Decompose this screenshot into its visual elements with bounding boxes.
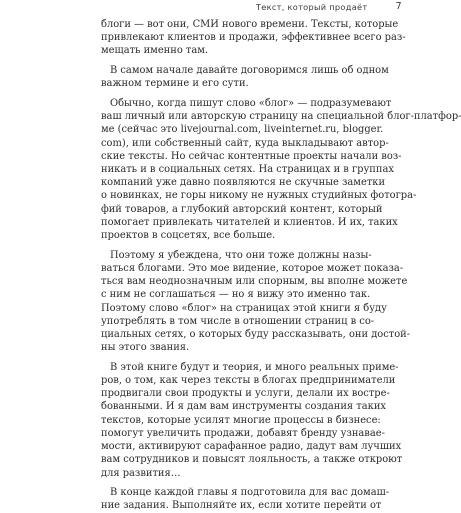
text-line: проектов в соцсетях, все больше. bbox=[101, 230, 276, 242]
text-line: Поэтому я убеждена, что они тоже должны назы- bbox=[110, 249, 372, 261]
text-line: В самом начале давайте договоримся лишь об одном bbox=[110, 65, 389, 77]
text-line: com), или собственный сайт, куда выкладывают автор- bbox=[101, 137, 389, 149]
text-line: привлекают клиентов и продажи, эффективнее всего раз- bbox=[101, 32, 406, 44]
text-line: употреблять в том числе в отношении страниц в со- bbox=[101, 315, 375, 327]
text-line: В этой книге будут и теория, и много реальных приме- bbox=[110, 361, 399, 373]
text-line: мещать именно там. bbox=[101, 45, 209, 57]
text-line: компаний уже давно появляются не скучные заметки bbox=[101, 177, 386, 189]
paragraph bbox=[101, 361, 402, 480]
text-line: ме (сейчас это livejournal.com, liveinternet.ru, blogger. bbox=[101, 124, 384, 136]
text-line: мости, активируют сарафанное радио, дадут вам лучших bbox=[101, 441, 402, 453]
text-line: фий товаров, а глубокий авторский контент, который bbox=[101, 203, 383, 215]
text-line: вам сотрудников и повысят лояльность, а также откроют bbox=[101, 454, 403, 466]
running-header-title: Текст, который продаёт bbox=[256, 2, 368, 12]
text-line: циальных сетях, о которых буду рассказывать, они достой- bbox=[101, 328, 411, 340]
text-line: ров, о том, как через тексты в блогах предприниматели bbox=[101, 375, 396, 387]
page-number: 7 bbox=[395, 1, 402, 12]
text-line: для развития… bbox=[101, 467, 181, 479]
text-line: ны этого звания. bbox=[101, 342, 190, 354]
text-line: В конце каждой главы я подготовила для вас домаш- bbox=[110, 487, 390, 499]
text-line: с ним не соглашаться — но я вижу это именно так. bbox=[101, 289, 371, 301]
text-line: помогут увеличить продажи, добавят бренду узнавае- bbox=[101, 427, 385, 439]
body-text bbox=[101, 18, 461, 513]
text-line: текстов, которые усилят многие процессы в бизнесе: bbox=[101, 414, 381, 426]
text-line: помогает привлекать читателей и клиентов. И их, таких bbox=[101, 216, 398, 228]
text-line: Поэтому слово «блог» на страницах этой книги я буду bbox=[101, 302, 387, 314]
text-line: ваться блогами. Это мое видение, которое может показа- bbox=[101, 262, 404, 274]
paragraph bbox=[101, 249, 411, 355]
text-line: продвигали свои продукты и услуги, делали их востре- bbox=[101, 388, 390, 400]
text-line: ться вам неоднозначным или спорным, вы вполне можете bbox=[101, 276, 408, 288]
paragraph bbox=[101, 64, 402, 90]
text-line: бованными. И я дам вам инструменты создания таких bbox=[101, 401, 386, 413]
text-line: важном термине и его сути. bbox=[101, 78, 249, 90]
text-line: о новинках, не горы никому не нужных студийных фотогра- bbox=[101, 190, 417, 202]
text-line: ские тексты. Но сейчас контентные проекты начали воз- bbox=[101, 150, 402, 162]
running-header bbox=[100, 1, 402, 15]
text-line: никать и в социальных сетях. На страницах и в группах bbox=[101, 164, 394, 176]
paragraph bbox=[101, 97, 461, 242]
text-line: ние задания. Выполняйте их, если хотите перейти от bbox=[101, 500, 382, 512]
text-line: Обычно, когда пишут слово «блог» — подразумевают bbox=[110, 98, 392, 110]
text-line: блоги — вот они, СМИ нового времени. Тексты, которые bbox=[101, 19, 399, 30]
text-line: ваш личный или авторскую страницу на специальной блог-платфор- bbox=[101, 111, 461, 123]
paragraph bbox=[101, 486, 402, 512]
paragraph bbox=[101, 18, 406, 58]
